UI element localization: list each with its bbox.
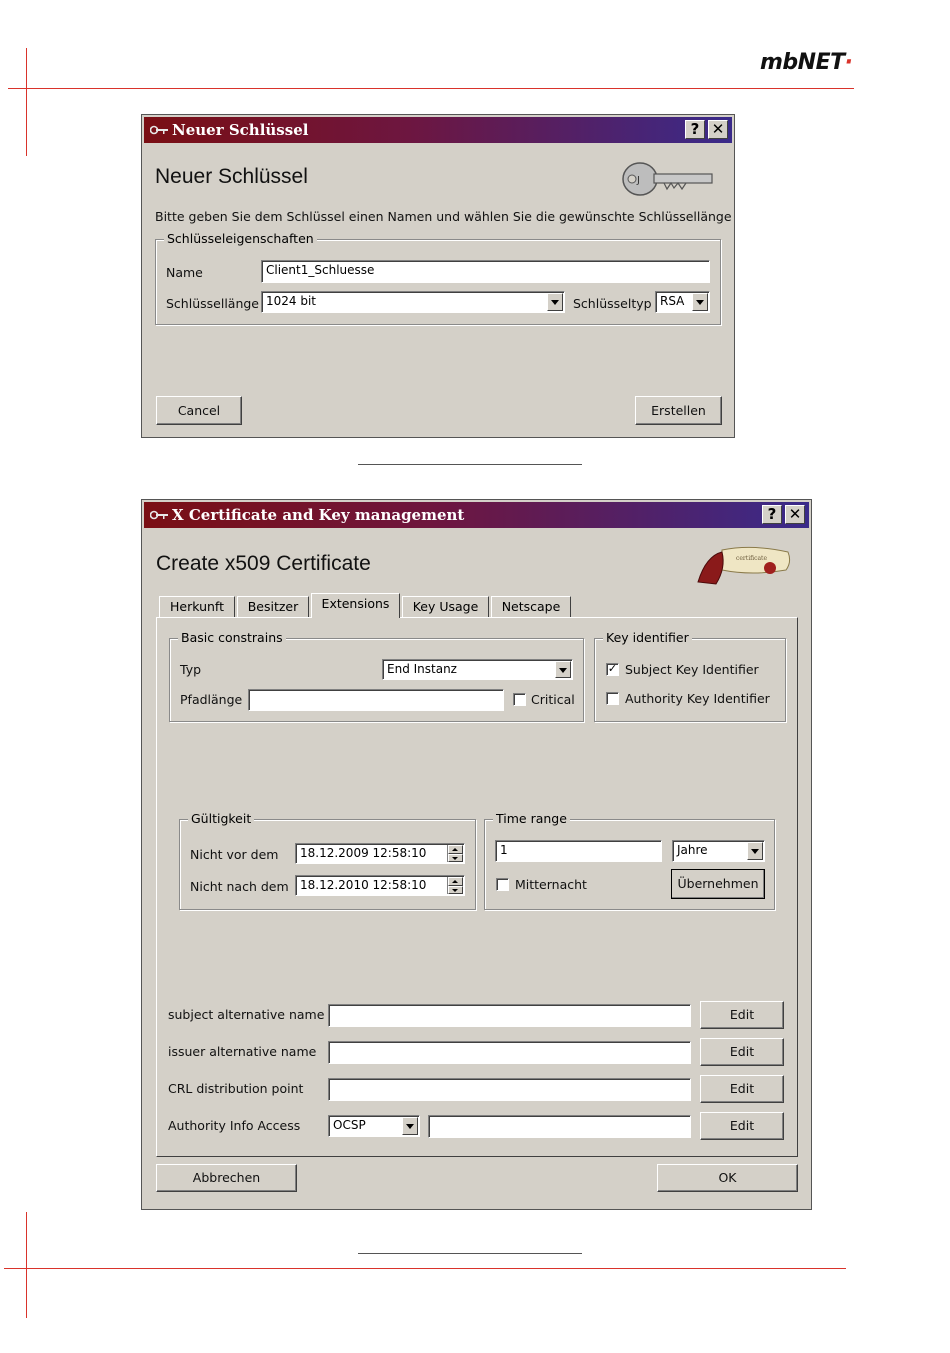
not-after-spinner[interactable] <box>447 877 463 894</box>
edit-label: Edit <box>729 1007 755 1022</box>
not-before-spinner[interactable] <box>447 845 463 862</box>
authority-info-access-value: OCSP <box>333 1118 366 1132</box>
subject-alt-name-edit-button[interactable] <box>700 1001 784 1029</box>
authority-key-identifier-label: Authority Key Identifier <box>625 691 770 706</box>
critical-checkbox[interactable] <box>513 693 526 706</box>
chevron-down-icon[interactable] <box>555 661 571 678</box>
group-label: Schlüsseleigenschaften <box>164 231 317 246</box>
crl-distribution-edit-button[interactable] <box>700 1075 784 1103</box>
apply-button-label: Übernehmen <box>677 876 759 891</box>
chevron-down-icon[interactable] <box>448 886 463 895</box>
tab-key-usage[interactable] <box>402 596 489 618</box>
path-length-input[interactable] <box>248 689 504 711</box>
not-after-input[interactable] <box>295 875 465 896</box>
tab-extensions[interactable] <box>311 593 400 618</box>
issuer-alt-name-label: issuer alternative name <box>168 1044 317 1059</box>
apply-button[interactable] <box>671 869 765 899</box>
svg-text:J: J <box>637 175 640 186</box>
tab-label: Herkunft <box>169 599 224 614</box>
authority-info-access-label: Authority Info Access <box>168 1118 301 1133</box>
close-button[interactable]: ✕ <box>708 120 728 139</box>
tab-label: Netscape <box>501 599 561 614</box>
footer-rule <box>4 1268 846 1269</box>
chevron-up-icon[interactable] <box>448 877 463 886</box>
create-button-label: Erstellen <box>651 403 706 418</box>
new-key-dialog <box>141 114 735 438</box>
margin-mark-top <box>26 48 27 156</box>
tab-label: Extensions <box>321 596 390 611</box>
authority-info-access-select[interactable] <box>328 1115 420 1137</box>
certificate-seal-icon <box>692 542 792 588</box>
authority-info-access-edit-button[interactable] <box>700 1112 784 1140</box>
type-select[interactable] <box>382 659 573 680</box>
critical-label: Critical <box>531 692 575 707</box>
time-range-group <box>484 811 775 910</box>
title-bar[interactable] <box>144 502 809 528</box>
create-button[interactable] <box>635 396 722 425</box>
key-icon <box>150 123 168 137</box>
path-length-label: Pfadlänge <box>180 692 243 707</box>
validity-group <box>179 811 476 910</box>
subject-alt-name-label: subject alternative name <box>168 1007 325 1022</box>
tab-besitzer[interactable] <box>237 596 309 618</box>
not-after-value: 18.12.2010 12:58:10 <box>300 878 427 892</box>
edit-label: Edit <box>729 1118 755 1133</box>
cancel-button[interactable] <box>156 1164 297 1192</box>
type-value: End Instanz <box>387 662 457 676</box>
not-before-value: 18.12.2009 12:58:10 <box>300 846 427 860</box>
caption-rule-1 <box>358 464 582 465</box>
tab-label: Key Usage <box>412 599 479 614</box>
name-input[interactable]: Client1_Schluesse <box>261 260 710 283</box>
dialog-heading: Create x509 Certificate <box>156 552 371 575</box>
chevron-down-icon[interactable] <box>448 854 463 863</box>
chevron-down-icon[interactable] <box>692 293 708 311</box>
time-unit-value: Jahre <box>677 843 708 857</box>
chevron-down-icon[interactable] <box>747 842 763 860</box>
window-title: X Certificate and Key management <box>172 506 465 524</box>
margin-mark-bottom <box>26 1212 27 1318</box>
certificate-dialog <box>141 499 812 1210</box>
subject-alt-name-input[interactable] <box>328 1004 691 1027</box>
window-title: Neuer Schlüssel <box>172 121 309 139</box>
not-before-input[interactable] <box>295 843 465 864</box>
group-label: Time range <box>493 811 570 826</box>
not-after-label: Nicht nach dem <box>190 879 289 894</box>
issuer-alt-name-edit-button[interactable] <box>700 1038 784 1066</box>
subject-key-identifier-checkbox[interactable]: ✓ <box>607 662 618 675</box>
cancel-button-label: Abbrechen <box>192 1170 261 1185</box>
svg-text:certificate: certificate <box>736 555 768 562</box>
help-button[interactable]: ? <box>762 505 782 524</box>
chevron-down-icon[interactable] <box>547 293 563 311</box>
brand-logo: mbNET· <box>760 50 853 75</box>
edit-label: Edit <box>729 1081 755 1096</box>
midnight-label: Mitternacht <box>515 877 587 892</box>
key-length-value: 1024 bit <box>266 294 317 308</box>
authority-info-access-input[interactable] <box>428 1115 691 1138</box>
key-type-label: Schlüsseltyp <box>573 296 652 311</box>
name-label: Name <box>166 265 203 280</box>
instruction-text: Bitte geben Sie dem Schlüssel einen Namen und wählen Sie die gewünschte Schlüssellänge <box>155 209 732 224</box>
key-identifier-group <box>594 630 786 722</box>
cancel-button[interactable] <box>156 396 242 425</box>
key-length-select[interactable] <box>261 291 565 313</box>
help-button[interactable]: ? <box>685 120 705 139</box>
authority-key-identifier-checkbox[interactable] <box>606 692 619 705</box>
tab-label: Besitzer <box>247 599 299 614</box>
not-before-label: Nicht vor dem <box>190 847 279 862</box>
group-label: Basic constrains <box>178 630 286 645</box>
chevron-down-icon[interactable] <box>402 1117 418 1135</box>
dialog-heading: Neuer Schlüssel <box>155 165 308 188</box>
basic-constraints-group <box>169 630 584 722</box>
key-type-select[interactable] <box>655 291 710 313</box>
key-icon <box>150 508 168 522</box>
subject-key-identifier-label: Subject Key Identifier <box>625 662 759 677</box>
key-icon <box>620 159 716 199</box>
time-amount-input[interactable]: 1 <box>495 840 662 862</box>
type-label: Typ <box>180 662 202 677</box>
key-type-value: RSA <box>660 294 685 308</box>
issuer-alt-name-input[interactable] <box>328 1041 691 1064</box>
crl-distribution-input[interactable] <box>328 1078 691 1101</box>
tab-herkunft[interactable] <box>159 596 235 618</box>
tab-netscape[interactable] <box>491 596 571 618</box>
ok-button-label: OK <box>718 1170 737 1185</box>
group-label: Key identifier <box>603 630 692 645</box>
close-button[interactable]: ✕ <box>785 505 805 524</box>
caption-rule-2 <box>358 1253 582 1254</box>
cancel-button-label: Cancel <box>177 403 221 418</box>
edit-label: Edit <box>729 1044 755 1059</box>
time-unit-select[interactable] <box>672 840 765 862</box>
ok-button[interactable] <box>657 1164 798 1192</box>
midnight-checkbox[interactable] <box>496 878 509 891</box>
header-rule <box>8 88 854 89</box>
key-length-label: Schlüssellänge <box>166 296 259 311</box>
key-properties-group <box>155 231 721 325</box>
crl-distribution-label: CRL distribution point <box>168 1081 304 1096</box>
group-label: Gültigkeit <box>188 811 254 826</box>
chevron-up-icon[interactable] <box>448 845 463 854</box>
title-bar[interactable] <box>144 117 732 143</box>
